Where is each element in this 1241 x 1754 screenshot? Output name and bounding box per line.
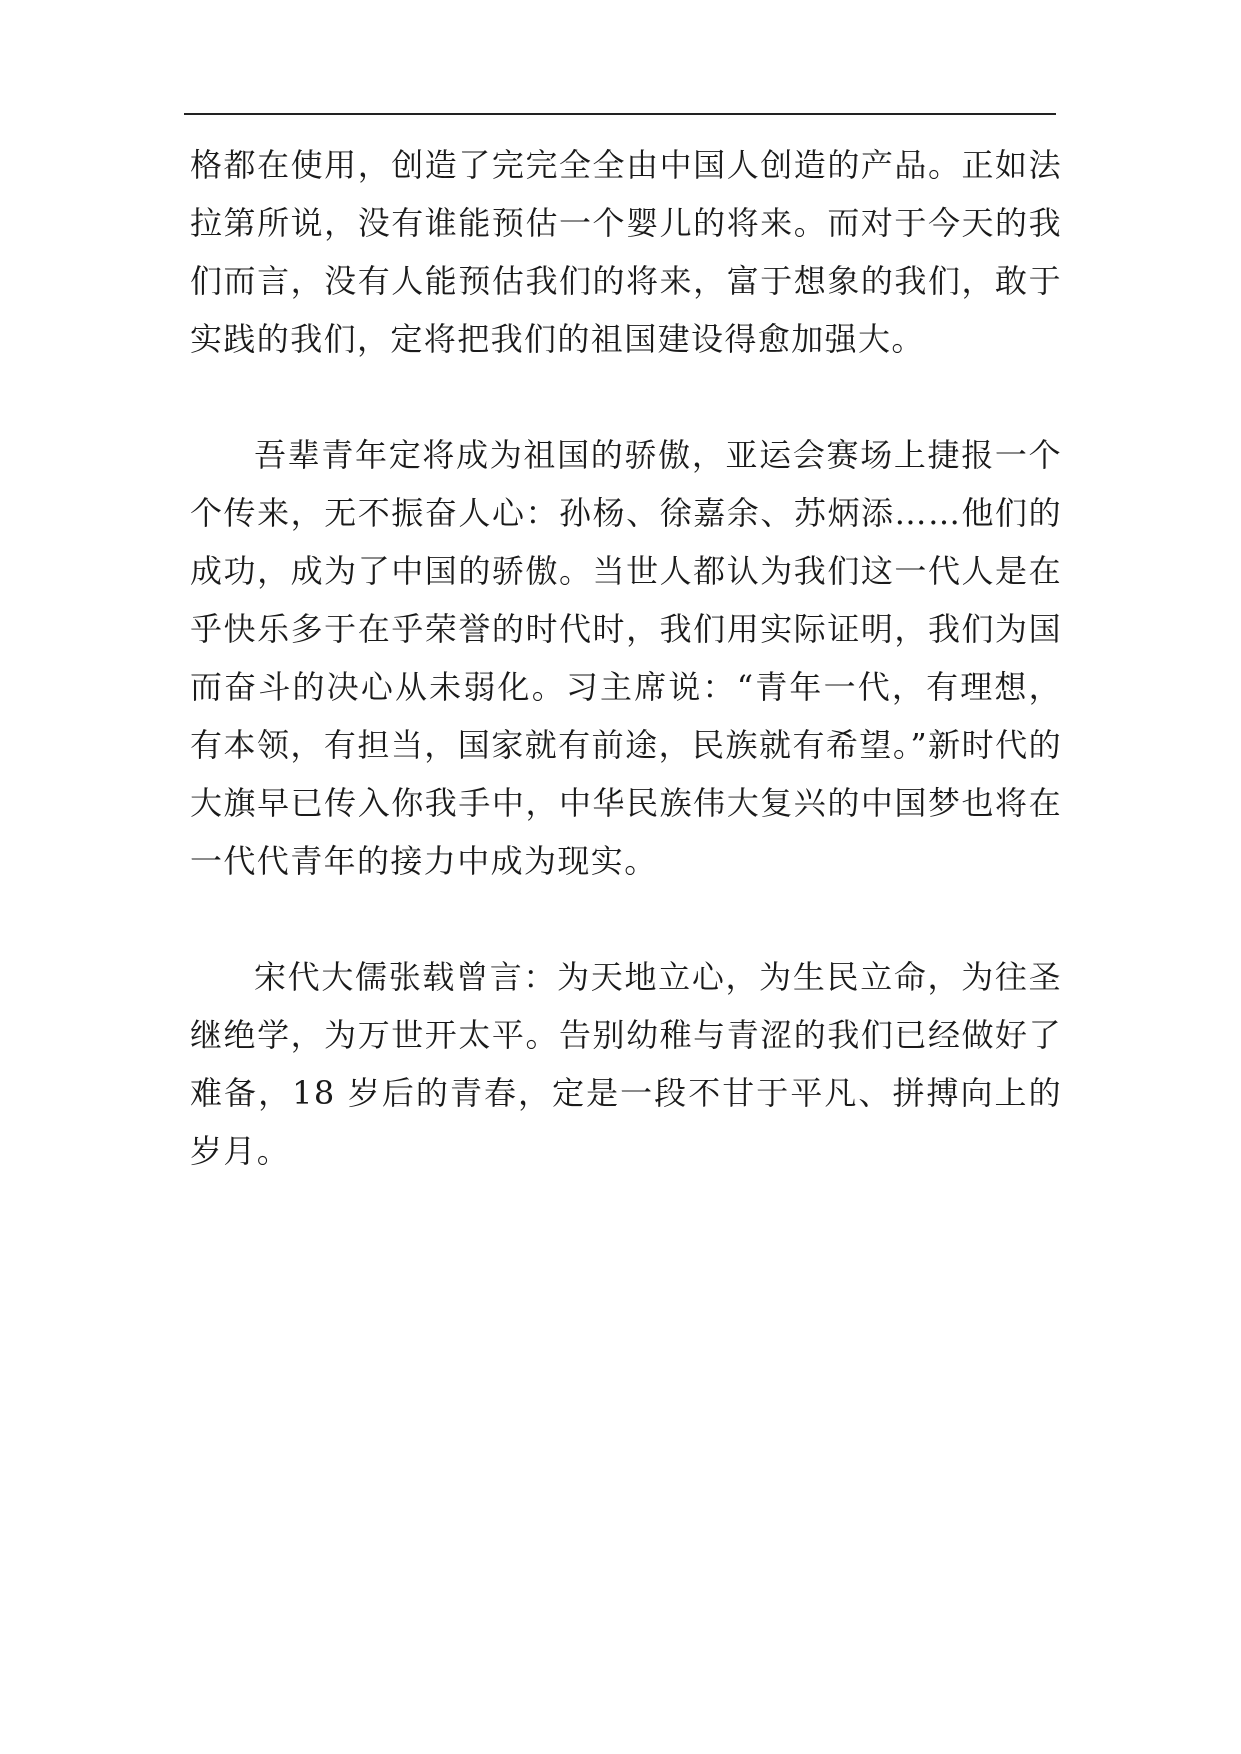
document-body bbox=[190, 136, 1062, 1180]
paragraph-1: 格都在使用，创造了完完全全由中国人创造的产品。正如法拉第所说，没有谁能预估一个婴儿的将来。而对于今天的我们而言，没有人能预估我们的将来，富于想象的我们，敢于实践的我们，定将把我们的祖国建设得愈加强大。 bbox=[190, 146, 1062, 358]
paragraph-gap bbox=[190, 368, 1062, 426]
header-rule bbox=[184, 113, 1056, 115]
paragraph-2: 吾辈青年定将成为祖国的骄傲，亚运会赛场上捷报一个个传来，无不振奋人心：孙杨、徐嘉余、苏炳添……他们的成功，成为了中国的骄傲。当世人都认为我们这一代人是在乎快乐多于在乎荣誉的时代时，我们用实际证明，我们为国而奋斗的决心从未弱化。习主席说：“青年一代，有理想，有本领，有担当，国家就有前途，民族就有希望。”新时代的大旗早已传入你我手中，中华民族伟大复兴的中国梦也将在一代代青年的接力中成为现实。 bbox=[190, 436, 1062, 880]
paragraph-gap bbox=[190, 890, 1062, 948]
paragraph-3: 宋代大儒张载曾言：为天地立心，为生民立命，为往圣继绝学，为万世开太平。告别幼稚与青涩的我们已经做好了难备，18 岁后的青春，定是一段不甘于平凡、拼搏向上的岁月。 bbox=[190, 958, 1062, 1170]
